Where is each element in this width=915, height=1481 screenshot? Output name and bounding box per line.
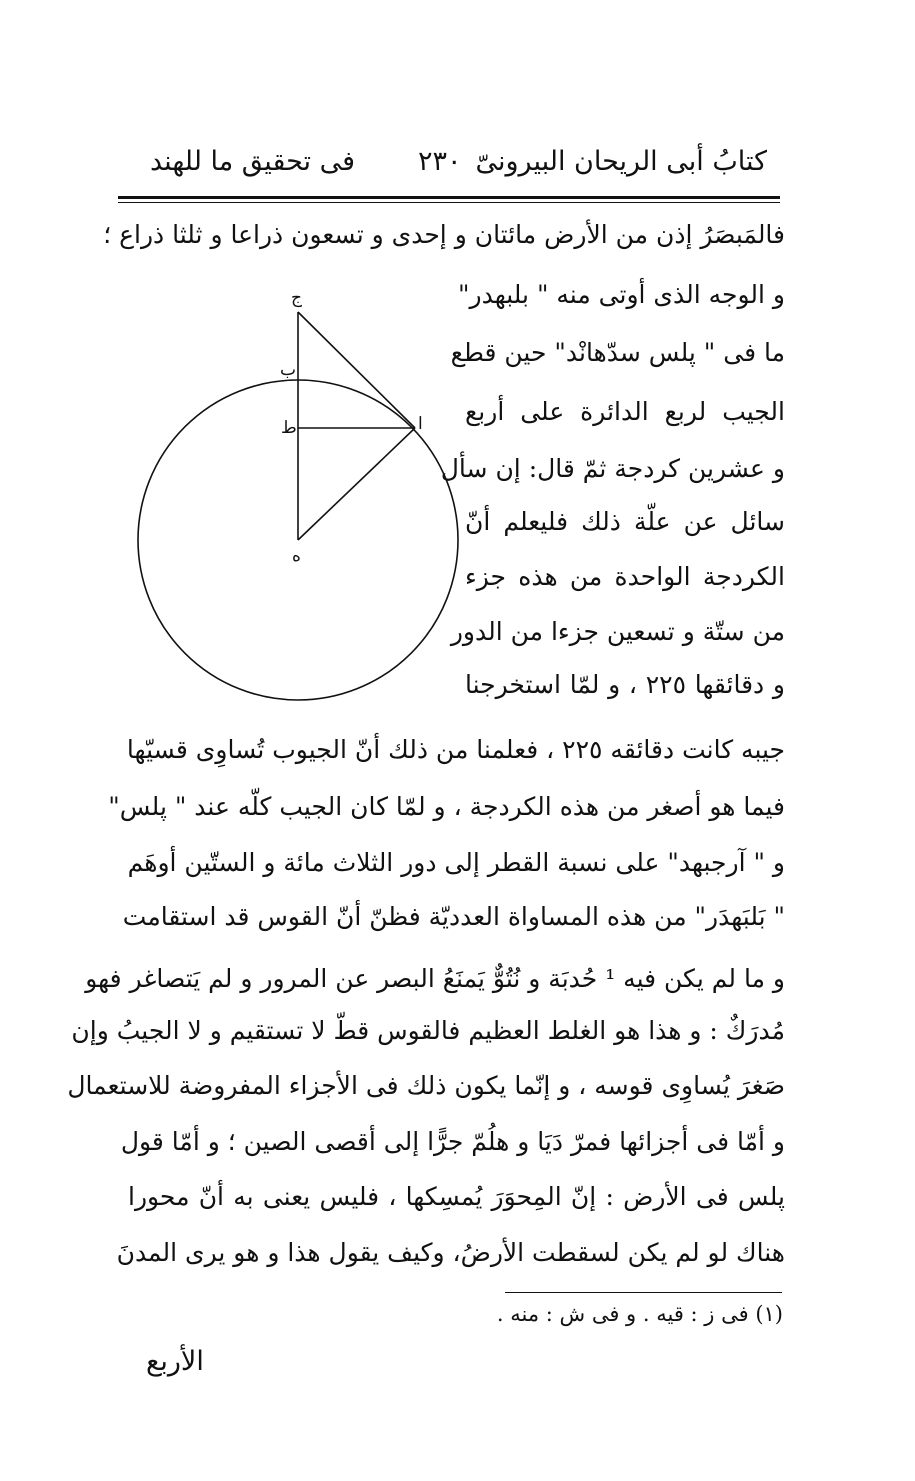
text-line: ما فى " پلس سدّهانْد" حين قطع [450, 338, 785, 367]
text-line: صَغرَ يُساوِى قوسه ، و إنّما يكون ذلك فى الأجزاء المفروضة للاستعمال [67, 1071, 785, 1100]
text-line: و " آرجبهد" على نسبة القطر إلى دور الثلاث مائة و الستّين أوهَم [127, 848, 785, 877]
diagram-label-middle: ط [281, 418, 297, 438]
text-line: الجيب لربع الدائرة على أربع [465, 397, 785, 426]
catchword: الأربع [146, 1346, 204, 1377]
diagram-label-top: ج [291, 288, 302, 308]
text-line: و عشرين كردجة ثمّ قال: إن سأل [440, 454, 785, 483]
text-line: هناك لو لم يكن لسقطت الأرضُ، وكيف يقول هذا و هو يرى المدنَ [116, 1238, 785, 1267]
page-number: ٢٣٠ [418, 146, 462, 177]
text-line: جيبه كانت دقائقه ٢٢٥ ، فعلمنا من ذلك أنّ الجيوب تُساوِى قسيّها [126, 735, 785, 764]
diagram-hypotenuse [298, 428, 415, 540]
text-line: و دقائقها ٢٢٥ ، و لمّا استخرجنا [465, 670, 785, 699]
text-line: و الوجه الذى أوتى منه " بلبهدر" [458, 280, 785, 309]
text-line: فالمَبصَرُ إذن من الأرض مائتان و إحدى و تسعون ذراعا و ثلثا ذراع ؛ [103, 220, 785, 249]
text-line: سائل عن علّة ذلك فليعلم أنّ [465, 507, 785, 536]
running-title: كتابُ أبى الريحان البيرونىّ [475, 146, 767, 177]
diagram-label-upper: ب [280, 360, 297, 380]
text-line: من ستّة و تسعين جزءا من الدور [450, 617, 785, 646]
text-line: و أمّا فى أجزائها فمرّ دَيَا و هلُمّ جرًّا إلى أقصى الصين ؛ و أمّا قول [120, 1127, 785, 1156]
diagram-label-right: ا [418, 414, 423, 434]
text-line: " بَلبَهدَر" من هذه المساواة العدديّة فظنّ أنّ القوس قد استقامت [122, 902, 785, 931]
text-line: فيما هو أصغر من هذه الكردجة ، و لمّا كان الجيب كلّه عند " پلس" [108, 792, 785, 821]
running-subtitle: فى تحقيق ما للهند [150, 146, 356, 177]
text-line: و ما لم يكن فيه ¹ حُدبَة و نُتُوٌّ يَمنَعُ البصر عن المرور و لم يَتصاغر فهو [85, 964, 785, 993]
text-line: مُدرَكٌ : و هذا هو الغلط العظيم فالقوس قطّ لا تستقيم و لا الجيبُ وإن [71, 1016, 785, 1045]
diagram-label-center: ه [292, 546, 301, 566]
text-line: الكردجة الواحدة من هذه جزء [465, 562, 785, 591]
diagram-tangent-line [298, 312, 415, 428]
footnote: (١) فى ز : قيه . و فى ش : منه . [496, 1302, 783, 1326]
text-line: پلس فى الأرض : إنّ المِحوَرَ يُمسِكها ، فليس يعنى به أنّ محورا [128, 1182, 785, 1211]
